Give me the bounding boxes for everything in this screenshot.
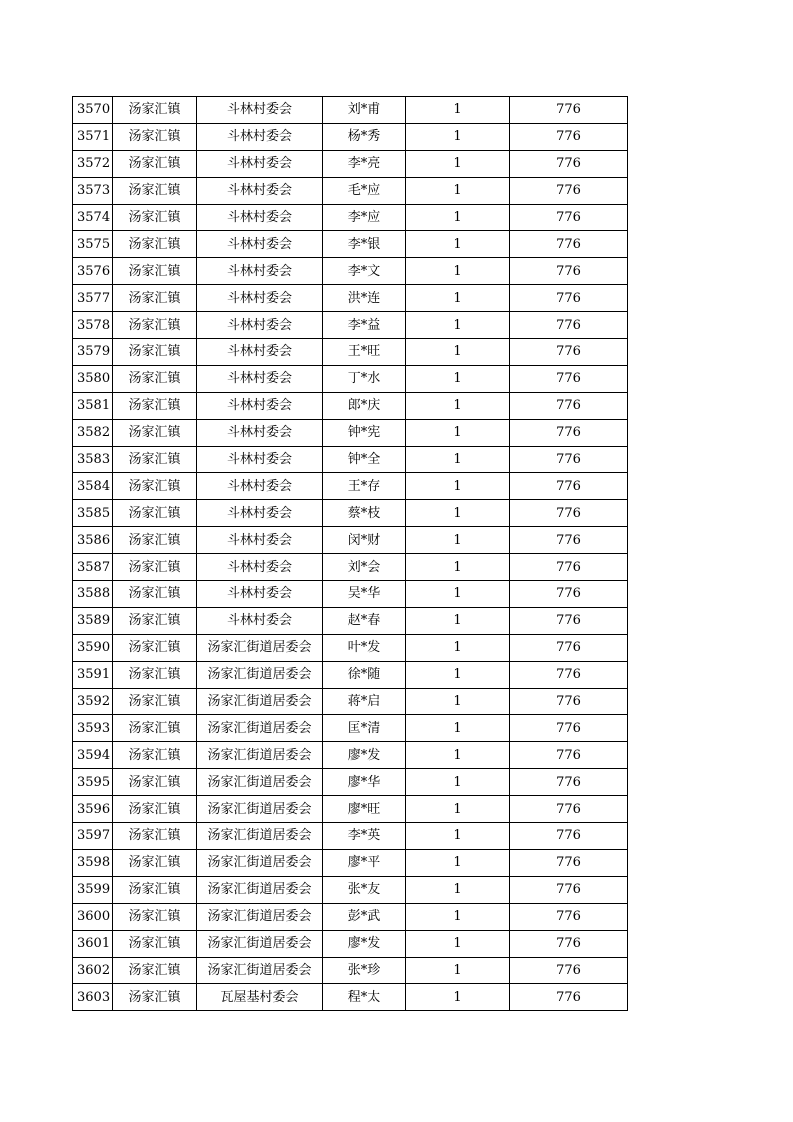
count-cell: 1 <box>406 930 510 957</box>
name-cell: 赵*春 <box>323 607 406 634</box>
count-cell: 1 <box>406 231 510 258</box>
row-number-cell: 3588 <box>73 581 113 608</box>
name-cell: 张*珍 <box>323 957 406 984</box>
town-cell: 汤家汇镇 <box>113 554 197 581</box>
name-cell: 丁*水 <box>323 365 406 392</box>
name-cell: 廖*华 <box>323 769 406 796</box>
amount-cell: 776 <box>510 581 628 608</box>
count-cell: 1 <box>406 903 510 930</box>
row-number-cell: 3600 <box>73 903 113 930</box>
count-cell: 1 <box>406 984 510 1011</box>
table-row <box>73 123 628 150</box>
town-cell: 汤家汇镇 <box>113 177 197 204</box>
amount-cell: 776 <box>510 715 628 742</box>
town-cell: 汤家汇镇 <box>113 123 197 150</box>
name-cell: 郎*庆 <box>323 392 406 419</box>
committee-cell: 斗林村委会 <box>197 365 323 392</box>
town-cell: 汤家汇镇 <box>113 930 197 957</box>
town-cell: 汤家汇镇 <box>113 823 197 850</box>
committee-cell: 斗林村委会 <box>197 473 323 500</box>
row-number-cell: 3574 <box>73 204 113 231</box>
table-row <box>73 365 628 392</box>
committee-cell: 斗林村委会 <box>197 97 323 124</box>
name-cell: 毛*应 <box>323 177 406 204</box>
count-cell: 1 <box>406 634 510 661</box>
amount-cell: 776 <box>510 365 628 392</box>
committee-cell: 汤家汇街道居委会 <box>197 715 323 742</box>
row-number-cell: 3586 <box>73 527 113 554</box>
count-cell: 1 <box>406 312 510 339</box>
table-row <box>73 473 628 500</box>
count-cell: 1 <box>406 688 510 715</box>
row-number-cell: 3575 <box>73 231 113 258</box>
table-row <box>73 607 628 634</box>
name-cell: 王*旺 <box>323 339 406 366</box>
row-number-cell: 3601 <box>73 930 113 957</box>
town-cell: 汤家汇镇 <box>113 312 197 339</box>
committee-cell: 汤家汇街道居委会 <box>197 742 323 769</box>
row-number-cell: 3591 <box>73 661 113 688</box>
row-number-cell: 3589 <box>73 607 113 634</box>
committee-cell: 汤家汇街道居委会 <box>197 634 323 661</box>
count-cell: 1 <box>406 339 510 366</box>
table-row <box>73 688 628 715</box>
name-cell: 匡*清 <box>323 715 406 742</box>
row-number-cell: 3573 <box>73 177 113 204</box>
count-cell: 1 <box>406 849 510 876</box>
amount-cell: 776 <box>510 473 628 500</box>
town-cell: 汤家汇镇 <box>113 581 197 608</box>
name-cell: 钟*全 <box>323 446 406 473</box>
amount-cell: 776 <box>510 312 628 339</box>
row-number-cell: 3581 <box>73 392 113 419</box>
town-cell: 汤家汇镇 <box>113 285 197 312</box>
table-body <box>73 97 628 1011</box>
count-cell: 1 <box>406 554 510 581</box>
amount-cell: 776 <box>510 97 628 124</box>
row-number-cell: 3585 <box>73 500 113 527</box>
town-cell: 汤家汇镇 <box>113 634 197 661</box>
town-cell: 汤家汇镇 <box>113 527 197 554</box>
town-cell: 汤家汇镇 <box>113 231 197 258</box>
row-number-cell: 3576 <box>73 258 113 285</box>
name-cell: 李*文 <box>323 258 406 285</box>
count-cell: 1 <box>406 957 510 984</box>
committee-cell: 斗林村委会 <box>197 177 323 204</box>
committee-cell: 汤家汇街道居委会 <box>197 688 323 715</box>
town-cell: 汤家汇镇 <box>113 419 197 446</box>
amount-cell: 776 <box>510 554 628 581</box>
row-number-cell: 3580 <box>73 365 113 392</box>
amount-cell: 776 <box>510 419 628 446</box>
name-cell: 张*友 <box>323 876 406 903</box>
count-cell: 1 <box>406 258 510 285</box>
town-cell: 汤家汇镇 <box>113 500 197 527</box>
town-cell: 汤家汇镇 <box>113 769 197 796</box>
name-cell: 徐*随 <box>323 661 406 688</box>
table-row <box>73 849 628 876</box>
count-cell: 1 <box>406 446 510 473</box>
name-cell: 李*英 <box>323 823 406 850</box>
amount-cell: 776 <box>510 285 628 312</box>
name-cell: 蔡*枝 <box>323 500 406 527</box>
name-cell: 蒋*启 <box>323 688 406 715</box>
amount-cell: 776 <box>510 957 628 984</box>
committee-cell: 斗林村委会 <box>197 285 323 312</box>
name-cell: 吴*华 <box>323 581 406 608</box>
count-cell: 1 <box>406 419 510 446</box>
committee-cell: 汤家汇街道居委会 <box>197 849 323 876</box>
amount-cell: 776 <box>510 823 628 850</box>
count-cell: 1 <box>406 150 510 177</box>
table-row <box>73 581 628 608</box>
amount-cell: 776 <box>510 903 628 930</box>
committee-cell: 斗林村委会 <box>197 446 323 473</box>
name-cell: 李*银 <box>323 231 406 258</box>
count-cell: 1 <box>406 473 510 500</box>
table-row <box>73 661 628 688</box>
row-number-cell: 3587 <box>73 554 113 581</box>
amount-cell: 776 <box>510 688 628 715</box>
count-cell: 1 <box>406 527 510 554</box>
amount-cell: 776 <box>510 930 628 957</box>
amount-cell: 776 <box>510 392 628 419</box>
committee-cell: 斗林村委会 <box>197 607 323 634</box>
town-cell: 汤家汇镇 <box>113 473 197 500</box>
name-cell: 李*亮 <box>323 150 406 177</box>
name-cell: 钟*宪 <box>323 419 406 446</box>
committee-cell: 斗林村委会 <box>197 527 323 554</box>
table-row <box>73 715 628 742</box>
name-cell: 彭*武 <box>323 903 406 930</box>
committee-cell: 汤家汇街道居委会 <box>197 957 323 984</box>
committee-cell: 斗林村委会 <box>197 123 323 150</box>
town-cell: 汤家汇镇 <box>113 446 197 473</box>
table-row <box>73 527 628 554</box>
table-row <box>73 876 628 903</box>
row-number-cell: 3578 <box>73 312 113 339</box>
committee-cell: 斗林村委会 <box>197 339 323 366</box>
town-cell: 汤家汇镇 <box>113 796 197 823</box>
name-cell: 李*应 <box>323 204 406 231</box>
count-cell: 1 <box>406 742 510 769</box>
amount-cell: 776 <box>510 984 628 1011</box>
count-cell: 1 <box>406 500 510 527</box>
committee-cell: 斗林村委会 <box>197 258 323 285</box>
amount-cell: 776 <box>510 177 628 204</box>
count-cell: 1 <box>406 796 510 823</box>
table-row <box>73 150 628 177</box>
amount-cell: 776 <box>510 796 628 823</box>
committee-cell: 斗林村委会 <box>197 419 323 446</box>
count-cell: 1 <box>406 661 510 688</box>
name-cell: 叶*发 <box>323 634 406 661</box>
table-row <box>73 392 628 419</box>
committee-cell: 汤家汇街道居委会 <box>197 796 323 823</box>
table-row <box>73 984 628 1011</box>
committee-cell: 汤家汇街道居委会 <box>197 661 323 688</box>
count-cell: 1 <box>406 607 510 634</box>
row-number-cell: 3597 <box>73 823 113 850</box>
count-cell: 1 <box>406 204 510 231</box>
row-number-cell: 3592 <box>73 688 113 715</box>
table-row <box>73 634 628 661</box>
table-row <box>73 930 628 957</box>
row-number-cell: 3594 <box>73 742 113 769</box>
row-number-cell: 3603 <box>73 984 113 1011</box>
amount-cell: 776 <box>510 500 628 527</box>
row-number-cell: 3582 <box>73 419 113 446</box>
table-row <box>73 903 628 930</box>
table-row <box>73 742 628 769</box>
count-cell: 1 <box>406 581 510 608</box>
committee-cell: 汤家汇街道居委会 <box>197 823 323 850</box>
count-cell: 1 <box>406 769 510 796</box>
amount-cell: 776 <box>510 150 628 177</box>
amount-cell: 776 <box>510 742 628 769</box>
town-cell: 汤家汇镇 <box>113 903 197 930</box>
committee-cell: 斗林村委会 <box>197 204 323 231</box>
table-row <box>73 796 628 823</box>
committee-cell: 斗林村委会 <box>197 500 323 527</box>
amount-cell: 776 <box>510 446 628 473</box>
name-cell: 杨*秀 <box>323 123 406 150</box>
committee-cell: 斗林村委会 <box>197 554 323 581</box>
table-row <box>73 769 628 796</box>
table-row <box>73 258 628 285</box>
table-row <box>73 339 628 366</box>
count-cell: 1 <box>406 392 510 419</box>
town-cell: 汤家汇镇 <box>113 876 197 903</box>
row-number-cell: 3590 <box>73 634 113 661</box>
name-cell: 王*存 <box>323 473 406 500</box>
town-cell: 汤家汇镇 <box>113 258 197 285</box>
committee-cell: 斗林村委会 <box>197 392 323 419</box>
table-row <box>73 500 628 527</box>
row-number-cell: 3577 <box>73 285 113 312</box>
amount-cell: 776 <box>510 258 628 285</box>
town-cell: 汤家汇镇 <box>113 715 197 742</box>
name-cell: 刘*甫 <box>323 97 406 124</box>
amount-cell: 776 <box>510 849 628 876</box>
count-cell: 1 <box>406 823 510 850</box>
table-row <box>73 231 628 258</box>
committee-cell: 斗林村委会 <box>197 312 323 339</box>
town-cell: 汤家汇镇 <box>113 204 197 231</box>
amount-cell: 776 <box>510 231 628 258</box>
table-row <box>73 554 628 581</box>
amount-cell: 776 <box>510 339 628 366</box>
row-number-cell: 3602 <box>73 957 113 984</box>
table-row <box>73 97 628 124</box>
amount-cell: 776 <box>510 204 628 231</box>
table-row <box>73 312 628 339</box>
name-cell: 李*益 <box>323 312 406 339</box>
row-number-cell: 3579 <box>73 339 113 366</box>
row-number-cell: 3596 <box>73 796 113 823</box>
amount-cell: 776 <box>510 607 628 634</box>
committee-cell: 斗林村委会 <box>197 150 323 177</box>
committee-cell: 汤家汇街道居委会 <box>197 876 323 903</box>
name-cell: 廖*平 <box>323 849 406 876</box>
name-cell: 刘*会 <box>323 554 406 581</box>
town-cell: 汤家汇镇 <box>113 849 197 876</box>
committee-cell: 斗林村委会 <box>197 231 323 258</box>
table-row <box>73 204 628 231</box>
amount-cell: 776 <box>510 661 628 688</box>
committee-cell: 汤家汇街道居委会 <box>197 903 323 930</box>
table-row <box>73 446 628 473</box>
row-number-cell: 3598 <box>73 849 113 876</box>
row-number-cell: 3570 <box>73 97 113 124</box>
count-cell: 1 <box>406 285 510 312</box>
town-cell: 汤家汇镇 <box>113 688 197 715</box>
amount-cell: 776 <box>510 123 628 150</box>
amount-cell: 776 <box>510 876 628 903</box>
count-cell: 1 <box>406 365 510 392</box>
town-cell: 汤家汇镇 <box>113 742 197 769</box>
town-cell: 汤家汇镇 <box>113 365 197 392</box>
data-table <box>72 96 628 1011</box>
row-number-cell: 3571 <box>73 123 113 150</box>
town-cell: 汤家汇镇 <box>113 661 197 688</box>
town-cell: 汤家汇镇 <box>113 984 197 1011</box>
town-cell: 汤家汇镇 <box>113 97 197 124</box>
town-cell: 汤家汇镇 <box>113 607 197 634</box>
town-cell: 汤家汇镇 <box>113 392 197 419</box>
town-cell: 汤家汇镇 <box>113 339 197 366</box>
row-number-cell: 3593 <box>73 715 113 742</box>
name-cell: 廖*发 <box>323 742 406 769</box>
town-cell: 汤家汇镇 <box>113 150 197 177</box>
count-cell: 1 <box>406 123 510 150</box>
name-cell: 闵*财 <box>323 527 406 554</box>
count-cell: 1 <box>406 177 510 204</box>
committee-cell: 汤家汇街道居委会 <box>197 769 323 796</box>
table-row <box>73 285 628 312</box>
name-cell: 廖*发 <box>323 930 406 957</box>
amount-cell: 776 <box>510 527 628 554</box>
row-number-cell: 3583 <box>73 446 113 473</box>
committee-cell: 斗林村委会 <box>197 581 323 608</box>
committee-cell: 瓦屋基村委会 <box>197 984 323 1011</box>
table-row <box>73 957 628 984</box>
count-cell: 1 <box>406 97 510 124</box>
count-cell: 1 <box>406 715 510 742</box>
name-cell: 洪*连 <box>323 285 406 312</box>
table-row <box>73 177 628 204</box>
name-cell: 廖*旺 <box>323 796 406 823</box>
count-cell: 1 <box>406 876 510 903</box>
name-cell: 程*太 <box>323 984 406 1011</box>
table-row <box>73 419 628 446</box>
row-number-cell: 3595 <box>73 769 113 796</box>
amount-cell: 776 <box>510 634 628 661</box>
row-number-cell: 3599 <box>73 876 113 903</box>
table-row <box>73 823 628 850</box>
row-number-cell: 3584 <box>73 473 113 500</box>
amount-cell: 776 <box>510 769 628 796</box>
row-number-cell: 3572 <box>73 150 113 177</box>
committee-cell: 汤家汇街道居委会 <box>197 930 323 957</box>
town-cell: 汤家汇镇 <box>113 957 197 984</box>
